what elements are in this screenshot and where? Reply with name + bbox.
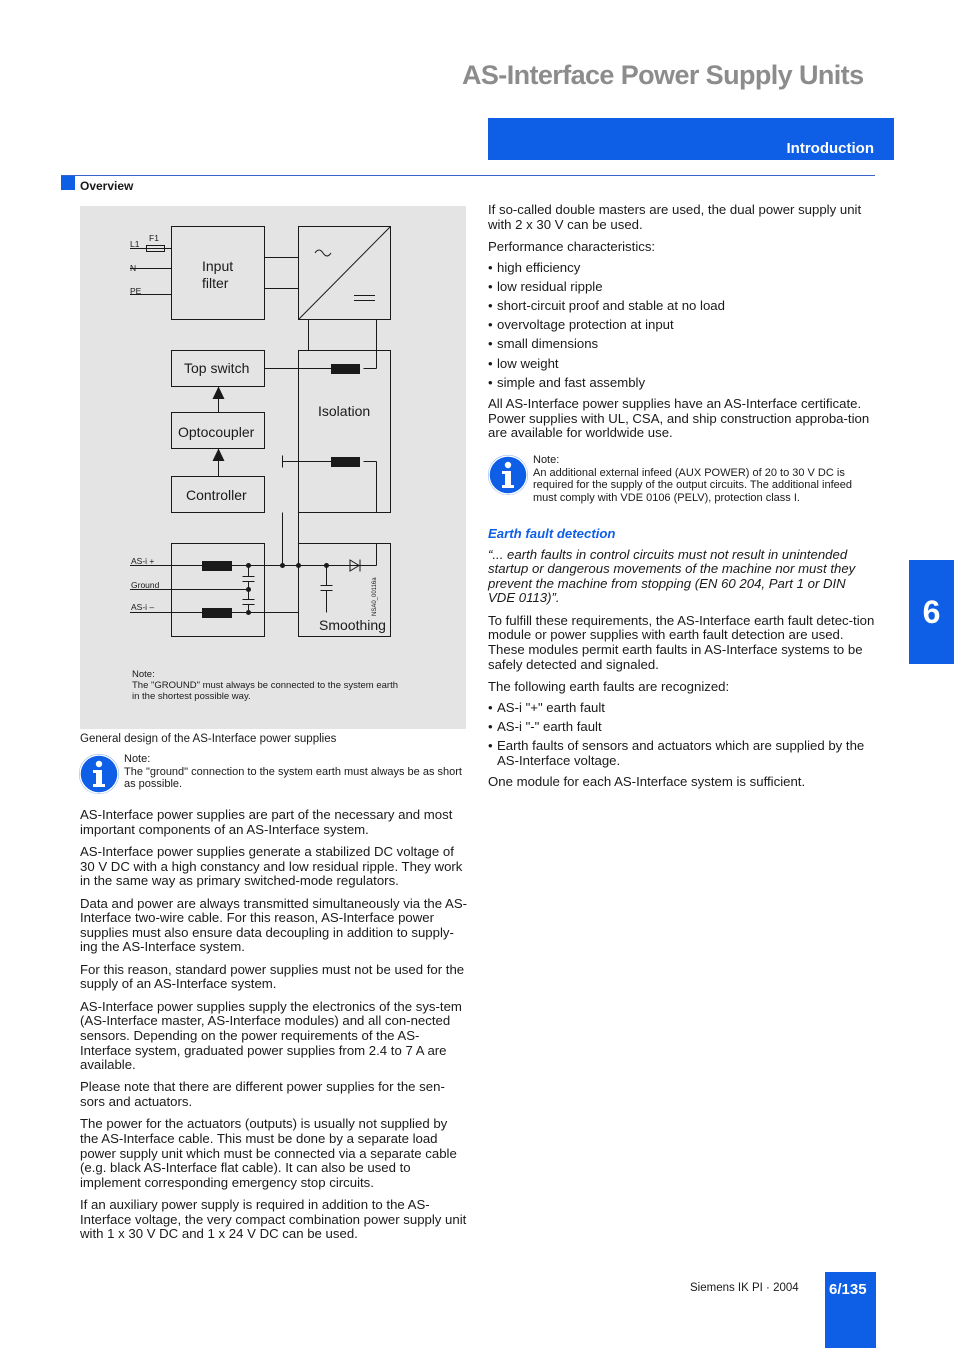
quote: “... earth faults in control circuits must not result in unintended startup or dangerous movements of the machine nor must they prevent the machine from stopping (EN 60 204, Part 1 or DIN VDE 0113)”. — [488, 546, 856, 606]
controller-label: Controller — [186, 487, 247, 503]
note-aux-title: Note: — [533, 454, 560, 466]
diagram-note-line-2: in the shortest possible way. — [132, 691, 251, 702]
top-switch-label: Top switch — [184, 360, 250, 376]
label-pe: PE — [130, 286, 142, 296]
page-title: AS-Interface Power Supply Units — [462, 60, 864, 90]
paragraph: If so-called double masters are used, the dual power supply unit with 2 x 30 V can be used. — [488, 202, 862, 232]
paragraph: Data and power are always transmitted simultaneously via the AS-Interface two-wire cable. For this reason, AS-Interface power supplies must also ensure data decoupling in addition to supply-ing the AS-Interface system. — [80, 895, 468, 955]
label-l1: L1 — [130, 239, 140, 249]
label-ground: Ground — [131, 580, 160, 590]
list-item: • low residual ripple — [488, 280, 876, 295]
list-item: • AS-i "+" earth fault — [488, 701, 876, 716]
paragraph: The power for the actuators (outputs) is usually not supplied by the AS-Interface cable. This must be done by a separate load power supply unit which must be connected via a separate cable (e.g. black AS-Interface flat cable). It can also be used to implement corresponding emergency stop circuits. — [80, 1116, 457, 1190]
isolation-label: Isolation — [318, 403, 371, 419]
info-icon — [488, 455, 528, 495]
paragraph: If an auxiliary power supply is required in addition to the AS-Interface voltage, the very compact combination power supply unit with 1 x 30 V DC and 1 x 24 V DC can be used. — [80, 1197, 467, 1242]
drawing-code: NSA0_00116a — [372, 577, 378, 616]
optocoupler-label: Optocoupler — [178, 424, 255, 440]
note-ground — [124, 753, 469, 791]
overview-marker — [61, 176, 75, 190]
paragraph: For this reason, standard power supplies must not be used for the supply of an AS-Interface system. — [80, 961, 465, 992]
paragraph: Please note that there are different power supplies for the sen-sors and actuators. — [80, 1079, 445, 1110]
list-item: • Earth faults of sensors and actuators which are supplied by the AS-Interface voltage. — [488, 739, 876, 768]
list-item: • AS-i "-" earth fault — [488, 720, 876, 735]
smoothing-label: Smoothing — [319, 617, 386, 633]
page-number: 6/135 — [829, 1281, 867, 1298]
list-item: • short-circuit proof and stable at no load — [488, 299, 876, 314]
paragraph: To fulfill these requirements, the AS-Interface earth fault detec-tion module or power supplies with earth fault detection are used. These modules permit earth faults in AS-Interface systems to be safely detected and signaled. — [488, 612, 875, 672]
diagram-note — [132, 669, 398, 702]
right-column-top — [488, 203, 876, 449]
info-icon — [79, 754, 119, 794]
note-aux-power — [533, 454, 878, 504]
paragraph: All AS-Interface power supplies have an AS-Interface certificate. Power supplies with UL, CSA, and ship construction approba-tion are available for worldwide use. — [488, 396, 870, 441]
list-item: • low weight — [488, 357, 876, 372]
section-title: Introduction — [786, 140, 874, 157]
left-column — [80, 808, 468, 1250]
page-number-box — [825, 1272, 876, 1348]
input-filter-label-2: filter — [202, 275, 229, 291]
earth-fault-heading: Earth fault detection — [488, 526, 616, 541]
note-ground-title: Note: — [124, 753, 151, 765]
input-filter-label-1: Input — [202, 258, 234, 274]
label-asi-minus: AS-i – — [131, 602, 155, 612]
header-rule — [61, 175, 875, 176]
section-banner — [488, 118, 894, 160]
list-item: • high efficiency — [488, 261, 876, 276]
paragraph: AS-Interface power supplies supply the electronics of the sys-tem (AS-Interface master, AS-Interface modules) and all con-nected sensors. Depending on the power requirements of the AS-Interface system, graduated power supplies from 2.4 to 7 A are available. — [80, 998, 462, 1073]
paragraph: One module for each AS-Interface system is sufficient. — [488, 774, 806, 790]
paragraph: AS-Interface power supplies generate a stabilized DC voltage of 30 V DC with a high constancy and low residual ripple. They work in the same way as primary switched-mode regulators. — [80, 843, 463, 889]
paragraph: AS-Interface power supplies are part of the necessary and most important components of an AS-Interface system. — [80, 807, 453, 837]
features-list — [488, 261, 876, 391]
figure-caption: General design of the AS-Interface power supplies — [80, 733, 337, 745]
label-asi-plus: AS-i + — [131, 556, 155, 566]
right-column-bottom — [488, 527, 876, 797]
label-f1: F1 — [149, 233, 159, 243]
footer-source: Siemens IK PI · 2004 — [690, 1282, 799, 1294]
list-item: • small dimensions — [488, 337, 876, 352]
paragraph: The following earth faults are recognized: — [488, 678, 730, 694]
label-n: N — [130, 263, 137, 273]
diagram-note-line-1: The "GROUND" must always be connected to the system earth — [132, 680, 398, 691]
chapter-tab[interactable]: 6 — [909, 560, 954, 664]
faults-list — [488, 701, 876, 769]
diagram-note-title: Note: — [132, 669, 155, 680]
note-ground-text: The "ground" connection to the system earth must always be as short as possible. — [124, 765, 462, 790]
note-aux-text: An additional external infeed (AUX POWER) of 20 to 30 V DC is required for the supply of the output circuits. The additional infeed must comply with VDE 0106 (PELV), protection class I. — [533, 466, 852, 504]
overview-heading: Overview — [80, 179, 134, 193]
paragraph: Performance characteristics: — [488, 238, 656, 254]
list-item: • simple and fast assembly — [488, 376, 876, 391]
block-diagram — [80, 206, 466, 729]
list-item: • overvoltage protection at input — [488, 318, 876, 333]
